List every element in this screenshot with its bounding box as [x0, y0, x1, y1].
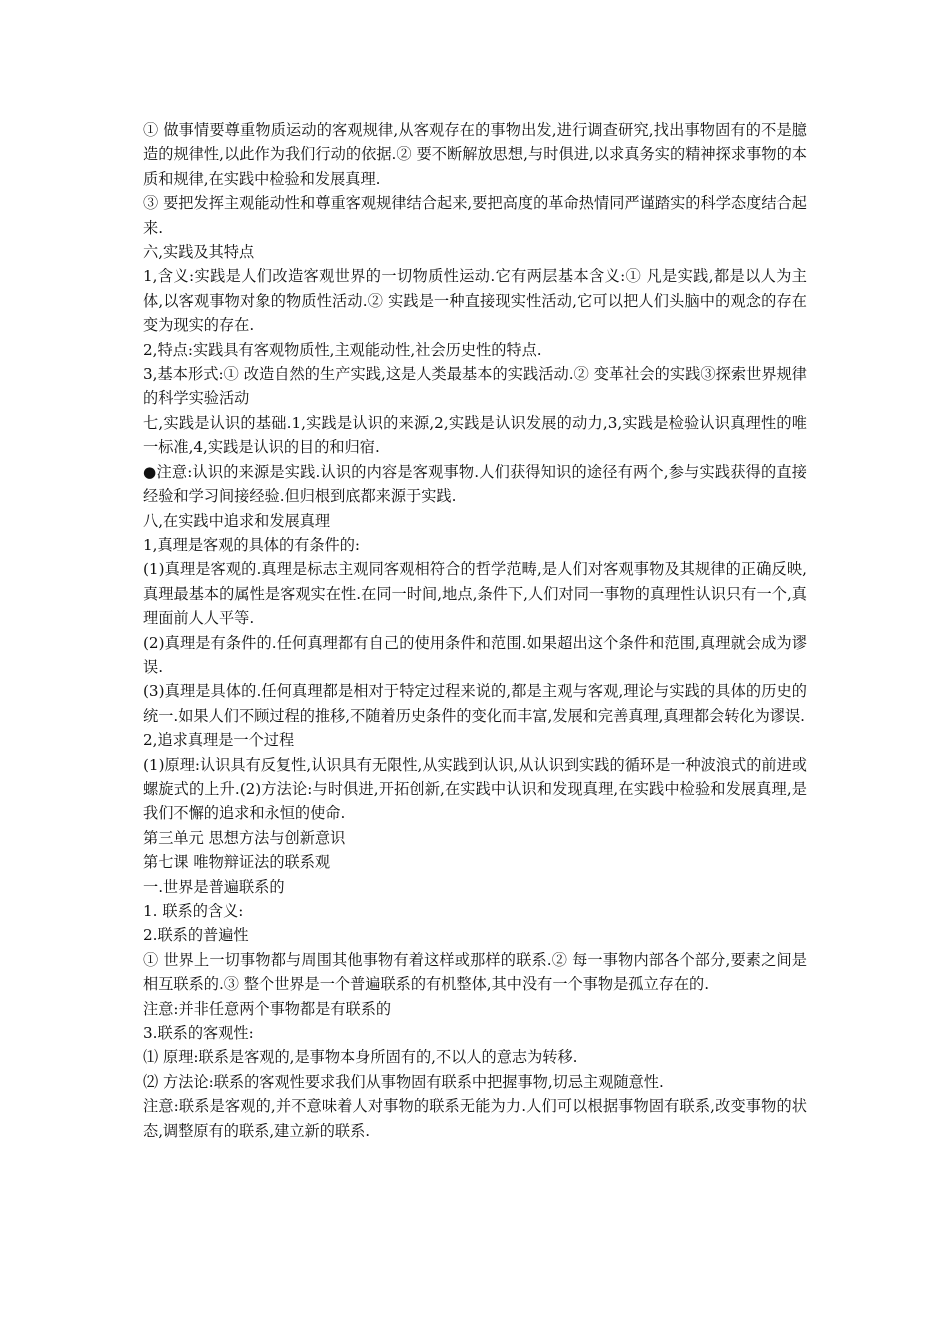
- heading-practice: 六,实践及其特点: [143, 243, 255, 262]
- paragraph-truth-objective: (1)真理是客观的.真理是标志主观同客观相符合的哲学范畴,是人们对客观事物及其规律的正确反映,真理最基本的属性是客观实在性.在同一时间,地点,条件下,人们对同一事物的真理性认识只有一个,真理面前人人平等.: [143, 560, 807, 628]
- paragraph-connection-meaning: 1. 联系的含义:: [143, 902, 244, 920]
- heading-truth: 八,在实践中追求和发展真理: [143, 511, 331, 530]
- paragraph-note-objectivity: 注意:联系是客观的,并不意味着人对事物的联系无能为力.人们可以根据事物固有联系,改变事物的状态,调整原有的联系,建立新的联系.: [143, 1097, 807, 1140]
- paragraph-note-connection: 注意:并非任意两个事物都是有联系的: [143, 999, 392, 1018]
- paragraph-connection-universality: 2.联系的普遍性: [143, 926, 249, 945]
- paragraph-truth-concrete: (3)真理是具体的.任何真理都是相对于特定过程来说的,都是主观与客观,理论与实践的具体的历史的统一.如果人们不顾过程的推移,不随着历史条件的变化而丰富,发展和完善真理,真理都会转化为谬误.: [143, 682, 807, 725]
- paragraph-practice-basis: 七,实践是认识的基础.1,实践是认识的来源,2,实践是认识发展的动力,3,实践是检验认识真理性的唯一标准,4,实践是认识的目的和归宿.: [143, 413, 807, 457]
- paragraph-universality-points: ① 世界上一切事物都与周围其他事物有着这样或那样的联系.② 每一事物内部各个部分,要素之间是相互联系的.③ 整个世界是一个普遍联系的有机整体,其中没有一个事物是孤立存在的.: [143, 950, 807, 994]
- paragraph-connection-objectivity: 3.联系的客观性:: [143, 1024, 254, 1043]
- paragraph-objectivity-method: ⑵ 方法论:联系的客观性要求我们从事物固有联系中把握事物,切忌主观随意性.: [143, 1072, 664, 1091]
- paragraph-note-source: ●注意:认识的来源是实践.认识的内容是客观事物.人们获得知识的途径有两个,参与实践获得的直接经验和学习间接经验.但归根到底都来源于实践.: [143, 462, 807, 506]
- paragraph-practice-forms: 3,基本形式:① 改造自然的生产实践,这是人类最基本的实践活动.② 变革社会的实践③探索世界规律的科学实验活动: [143, 365, 807, 408]
- paragraph-practice-features: 2,特点:实践具有客观物质性,主观能动性,社会历史性的特点.: [143, 340, 542, 359]
- paragraph-principle-method: (1)原理:认识具有反复性,认识具有无限性,从实践到认识,从认识到实践的循环是一种波浪式的前进或螺旋式的上升.(2)方法论:与时俱进,开拓创新,在实践中认识和发现真理,在实践中检验和发展真理,是我们不懈的追求和永恒的使命.: [143, 755, 807, 823]
- heading-unit-three: 第三单元 思想方法与创新意识: [143, 828, 346, 847]
- paragraph-objectivity-principle: ⑴ 原理:联系是客观的,是事物本身所固有的,不以人的意志为转移.: [143, 1048, 578, 1067]
- paragraph-truth-process: 2,追求真理是一个过程: [143, 731, 295, 750]
- paragraph-objective-laws: ① 做事情要尊重物质运动的客观规律,从客观存在的事物出发,进行调查研究,找出事物固有的不是臆造的规律性,以此作为我们行动的依据.② 要不断解放思想,与时俱进,以求真务实的精神探求事物的本质和规律,在实践中检验和发展真理.: [143, 121, 807, 188]
- paragraph-practice-meaning: 1,含义:实践是人们改造客观世界的一切物质性运动.它有两层基本含义:① 凡是实践,都是以人为主体,以客观事物对象的物质性活动.② 实践是一种直接现实性活动,它可以把人们头脑中的观念的存在变为现实的存在.: [143, 267, 807, 335]
- heading-universal-connection: 一.世界是普遍联系的: [143, 877, 285, 896]
- paragraph-truth-conditions: 1,真理是客观的具体的有条件的:: [143, 535, 361, 554]
- heading-lesson-seven: 第七课 唯物辩证法的联系观: [143, 853, 331, 872]
- paragraph-truth-conditional: (2)真理是有条件的.任何真理都有自己的使用条件和范围.如果超出这个条件和范围,真理就会成为谬误.: [143, 633, 807, 676]
- paragraph-combine-initiative: ③ 要把发挥主观能动性和尊重客观规律结合起来,要把高度的革命热情同严谨踏实的科学态度结合起来.: [143, 194, 807, 237]
